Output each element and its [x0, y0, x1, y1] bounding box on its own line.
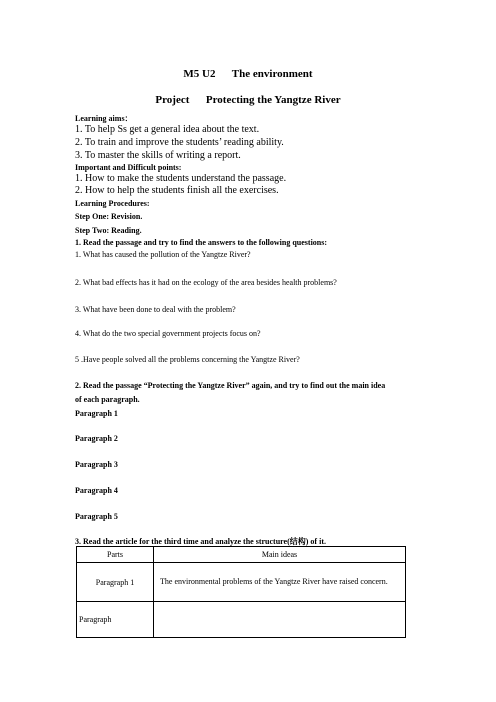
- difficult-points-heading: Important and Difficult points:: [75, 163, 182, 172]
- learning-aim-item: 3. To master the skills of writing a report.: [75, 150, 241, 161]
- structure-table: [76, 546, 406, 638]
- table-cell-main-idea: The environmental problems of the Yangtze River have raised concern.: [154, 563, 406, 602]
- question-item: 5 .Have people solved all the problems concerning the Yangtze River?: [75, 355, 300, 364]
- learning-aims-heading: Learning aims：: [75, 114, 133, 123]
- difficult-point-item: 1. How to make the students understand the passage.: [75, 173, 287, 184]
- paragraph-label: Paragraph 2: [75, 434, 118, 443]
- task3-heading: 3. Read the article for the third time and analyze the structure(结构) of it.: [75, 537, 326, 546]
- step-two: Step Two: Reading.: [75, 226, 142, 235]
- learning-aim-item: 1. To help Ss get a general idea about the text.: [75, 124, 260, 135]
- table-header-row: [77, 547, 406, 563]
- task2-heading-line2: of each paragraph.: [75, 395, 140, 404]
- unit-title: M5 U2 The environment: [183, 68, 313, 80]
- column-header-parts: Parts: [77, 547, 154, 563]
- question-item: 4. What do the two special government projects focus on?: [75, 329, 261, 338]
- learning-aim-item: 2. To train and improve the students’ reading ability.: [75, 137, 284, 148]
- paragraph-label: Paragraph 3: [75, 460, 118, 469]
- paragraph-label: Paragraph 1: [75, 409, 118, 418]
- task2-heading-line1: 2. Read the passage “Protecting the Yangtze River” again, and try to find out the main idea: [75, 381, 386, 390]
- paragraph-label: Paragraph 5: [75, 512, 118, 521]
- table-cell-part: Paragraph 1: [77, 563, 154, 602]
- table-cell-main-idea[interactable]: [154, 602, 406, 638]
- lesson-title: Project Protecting the Yangtze River: [155, 94, 341, 106]
- step-one: Step One: Revision.: [75, 212, 143, 221]
- task1-heading: 1. Read the passage and try to find the answers to the following questions:: [75, 238, 328, 247]
- question-item: 1. What has caused the pollution of the Yangtze River?: [75, 250, 251, 259]
- table-cell-part: Paragraph: [77, 602, 154, 638]
- question-item: 3. What have been done to deal with the problem?: [75, 305, 236, 314]
- question-item: 2. What bad effects has it had on the ecology of the area besides health problems?: [75, 278, 337, 287]
- table-row: [77, 563, 406, 602]
- difficult-point-item: 2. How to help the students finish all the exercises.: [75, 185, 279, 196]
- column-header-main-ideas: Main ideas: [154, 547, 406, 563]
- procedures-heading: Learning Procedures:: [75, 199, 150, 208]
- paragraph-label: Paragraph 4: [75, 486, 118, 495]
- table-row: [77, 602, 406, 638]
